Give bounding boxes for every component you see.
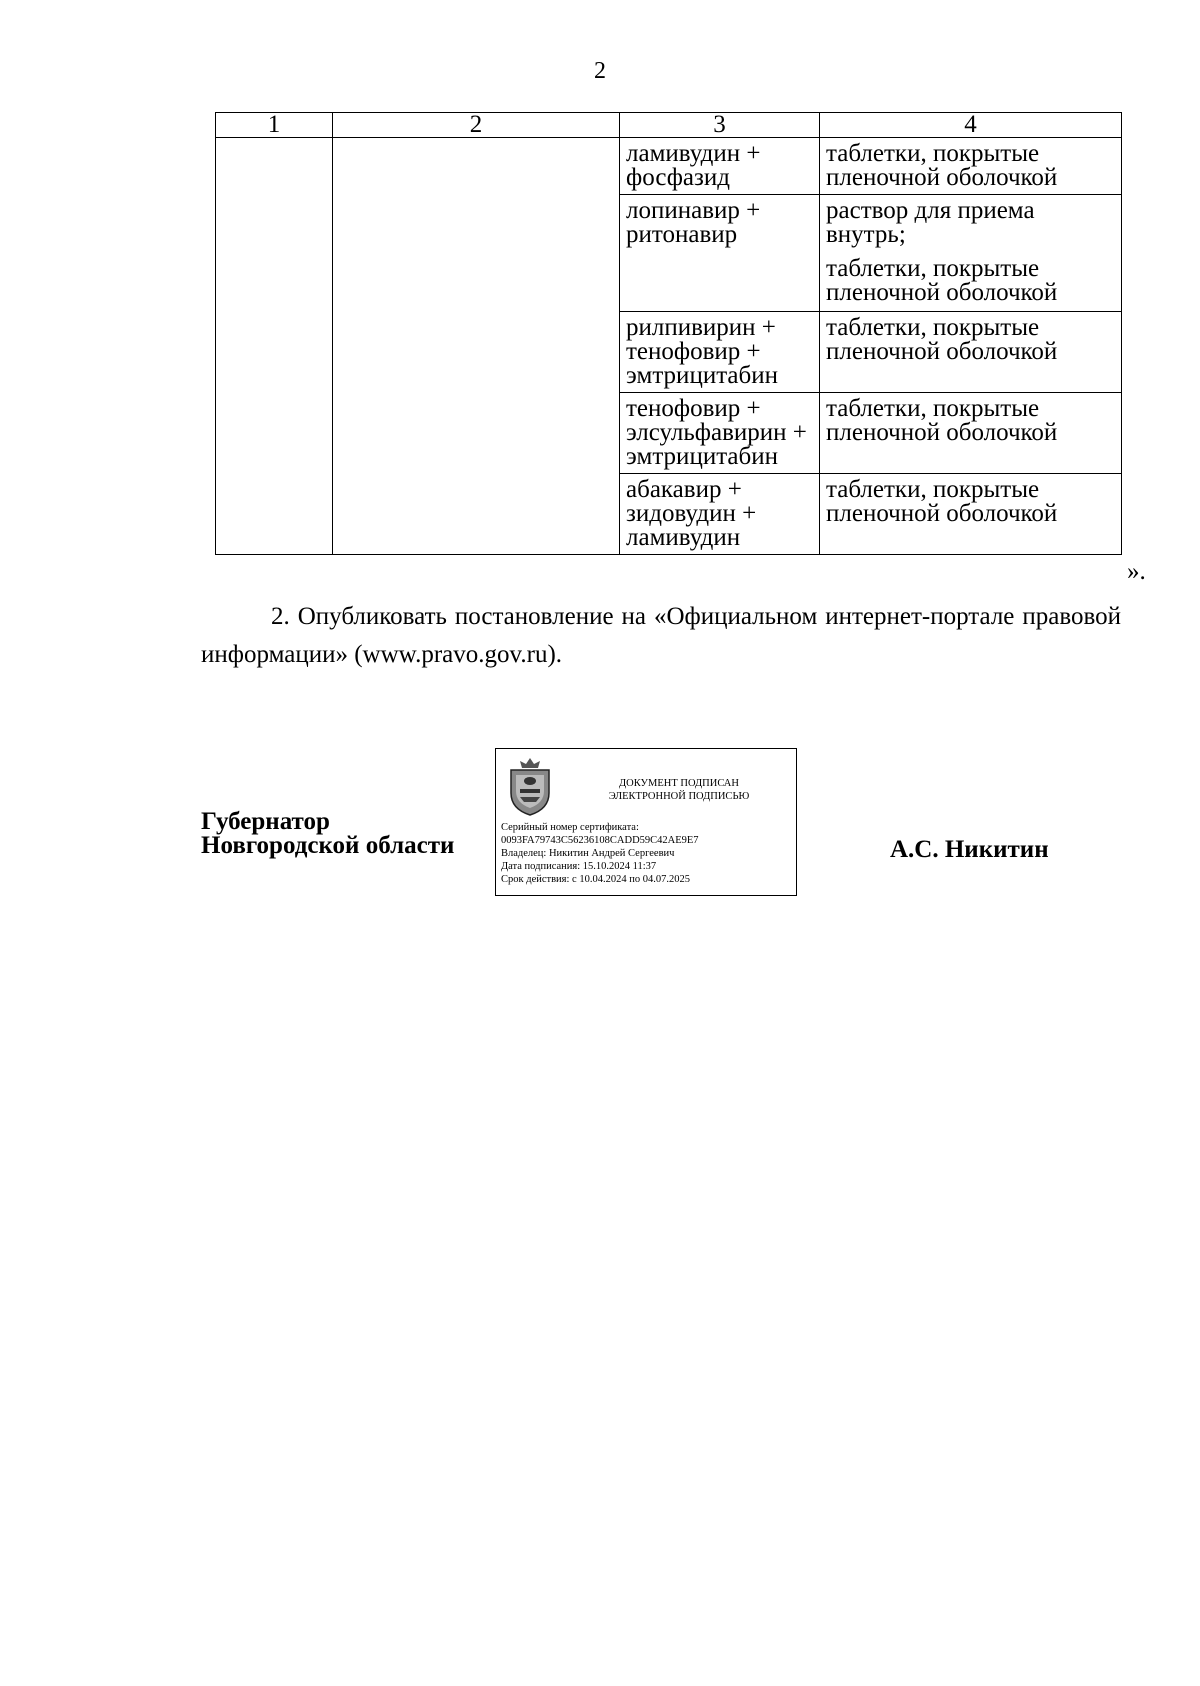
- table-header-row: [216, 113, 1122, 138]
- drug-name: абакавир + зидовудин + ламивудин: [626, 476, 757, 551]
- drug-name: ламивудин + фосфазид: [626, 140, 761, 191]
- stamp-serial-label: Серийный номер сертификата:: [501, 822, 639, 833]
- stamp-validity: Срок действия: с 10.04.2024 по 04.07.2025: [501, 874, 690, 885]
- signer-title: [201, 810, 454, 858]
- drug-table: [215, 112, 1122, 555]
- empty-cell-col1: [216, 138, 333, 555]
- drug-name-cell: [620, 474, 820, 555]
- drug-name-cell: [620, 195, 820, 312]
- dosage-form: таблетки, покрытые пленочной оболочкой: [826, 255, 1058, 306]
- stamp-details: [501, 821, 793, 886]
- page-number: 2: [594, 58, 606, 84]
- closing-quote: ».: [1127, 558, 1146, 585]
- stamp-signed-date: Дата подписания: 15.10.2024 11:37: [501, 861, 657, 872]
- dosage-form: таблетки, покрытые пленочной оболочкой: [826, 314, 1058, 365]
- signer-title-line: Новгородской области: [201, 832, 455, 859]
- drug-name-cell: [620, 312, 820, 393]
- drug-name: рилпивирин + тенофовир + эмтрицитабин: [626, 314, 779, 389]
- electronic-signature-stamp: [495, 748, 797, 896]
- signer-name: А.С. Никитин: [890, 836, 1049, 863]
- column-header: 4: [820, 113, 1122, 138]
- column-header: 2: [333, 113, 620, 138]
- drug-name-cell: [620, 393, 820, 474]
- table-row: [216, 138, 1122, 195]
- column-header: 1: [216, 113, 333, 138]
- coat-of-arms-icon: [504, 755, 556, 817]
- drug-name: лопинавир + ритонавир: [626, 197, 761, 248]
- dosage-form-cell: [820, 474, 1122, 555]
- dosage-form-cell: [820, 393, 1122, 474]
- stamp-header: ДОКУМЕНТ ПОДПИСАН ЭЛЕКТРОННОЙ ПОДПИСЬЮ: [608, 778, 750, 802]
- dosage-form-cell: [820, 195, 1122, 312]
- publication-paragraph: 2. Опубликовать постановление на «Официальном интернет-портале правовой информации» (www.pravo.gov.ru).: [201, 603, 1121, 668]
- empty-cell-col2: [333, 138, 620, 555]
- dosage-form: таблетки, покрытые пленочной оболочкой: [826, 140, 1058, 191]
- dosage-form: таблетки, покрытые пленочной оболочкой: [826, 476, 1058, 527]
- dosage-form: раствор для приема внутрь;: [826, 197, 1035, 248]
- dosage-form-cell: [820, 138, 1122, 195]
- stamp-owner: Владелец: Никитин Андрей Сергеевич: [501, 848, 675, 859]
- signer-title-line: Губернатор: [201, 808, 330, 835]
- drug-name: тенофовир + элсульфавирин + эмтрицитабин: [626, 395, 807, 470]
- dosage-form: таблетки, покрытые пленочной оболочкой: [826, 395, 1058, 446]
- column-header: 3: [620, 113, 820, 138]
- drug-name-cell: [620, 138, 820, 195]
- dosage-form-cell: [820, 312, 1122, 393]
- stamp-serial: 0093FA79743C56236108CADD59C42AE9E7: [501, 835, 699, 846]
